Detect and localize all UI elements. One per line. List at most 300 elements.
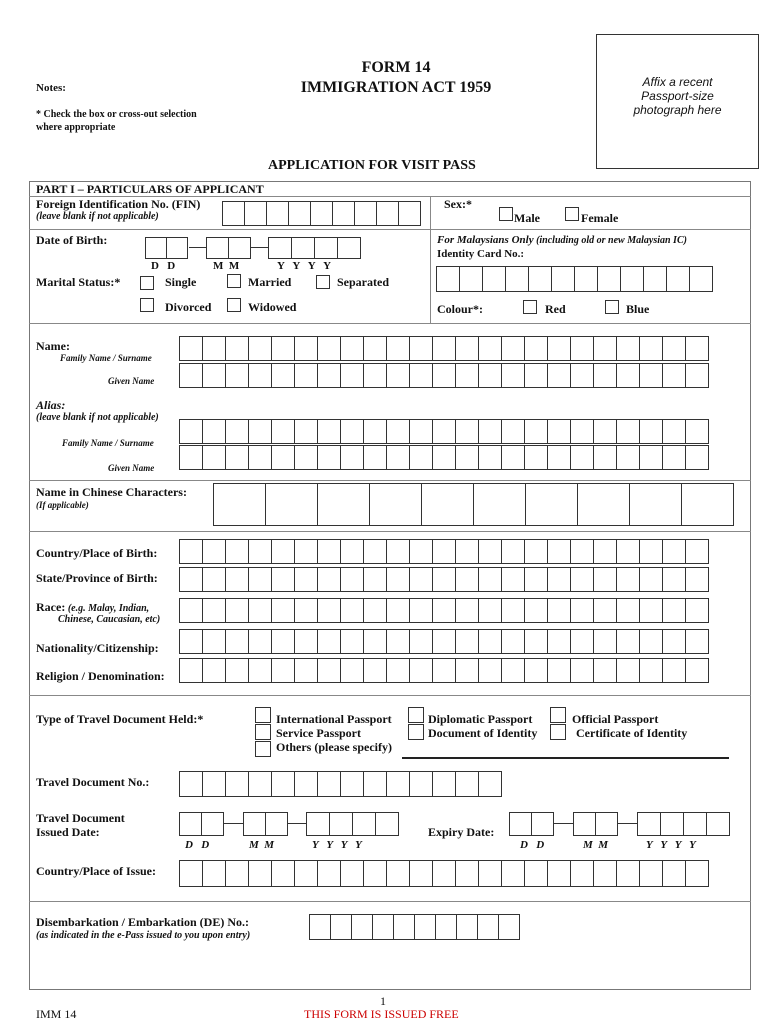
char-box[interactable] <box>271 860 295 887</box>
char-box[interactable] <box>179 363 203 388</box>
char-box[interactable] <box>375 812 399 836</box>
char-box[interactable] <box>225 860 249 887</box>
char-box[interactable] <box>340 363 364 388</box>
char-box[interactable] <box>432 567 456 592</box>
char-box[interactable] <box>248 419 272 444</box>
char-box[interactable] <box>616 567 640 592</box>
char-box[interactable] <box>455 539 479 564</box>
char-box[interactable] <box>340 658 364 683</box>
char-box[interactable] <box>478 419 502 444</box>
char-box[interactable] <box>616 658 640 683</box>
char-box[interactable] <box>681 483 734 526</box>
char-box[interactable] <box>202 539 226 564</box>
char-box[interactable] <box>593 629 617 654</box>
char-box[interactable] <box>340 598 364 623</box>
char-box[interactable] <box>179 539 203 564</box>
char-box[interactable] <box>271 629 295 654</box>
char-box[interactable] <box>639 419 663 444</box>
char-box[interactable] <box>248 598 272 623</box>
char-box[interactable] <box>639 336 663 361</box>
dob-month-field[interactable] <box>206 237 250 259</box>
char-box[interactable] <box>616 336 640 361</box>
doc-identity-checkbox[interactable] <box>408 724 424 740</box>
char-box[interactable] <box>662 336 686 361</box>
char-box[interactable] <box>639 598 663 623</box>
char-box[interactable] <box>271 336 295 361</box>
char-box[interactable] <box>482 266 506 292</box>
char-box[interactable] <box>662 419 686 444</box>
char-box[interactable] <box>244 201 267 226</box>
char-box[interactable] <box>478 598 502 623</box>
char-box[interactable] <box>340 567 364 592</box>
char-box[interactable] <box>432 445 456 470</box>
char-box[interactable] <box>629 483 682 526</box>
char-box[interactable] <box>294 771 318 797</box>
char-box[interactable] <box>455 363 479 388</box>
char-box[interactable] <box>271 363 295 388</box>
others-specify-line[interactable] <box>402 757 729 759</box>
char-box[interactable] <box>501 445 525 470</box>
char-box[interactable] <box>179 567 203 592</box>
char-box[interactable] <box>455 419 479 444</box>
diplomatic-passport-checkbox[interactable] <box>408 707 424 723</box>
char-box[interactable] <box>455 771 479 797</box>
char-box[interactable] <box>421 483 474 526</box>
char-box[interactable] <box>363 445 387 470</box>
char-box[interactable] <box>639 629 663 654</box>
char-box[interactable] <box>317 629 341 654</box>
marital-divorced-checkbox[interactable] <box>140 298 154 312</box>
char-box[interactable] <box>340 860 364 887</box>
expiry-day-field[interactable] <box>509 812 553 836</box>
char-box[interactable] <box>455 598 479 623</box>
state-birth-field[interactable] <box>179 567 708 592</box>
char-box[interactable] <box>505 266 529 292</box>
char-box[interactable] <box>616 598 640 623</box>
char-box[interactable] <box>593 419 617 444</box>
char-box[interactable] <box>639 445 663 470</box>
dob-year-field[interactable] <box>268 237 360 259</box>
char-box[interactable] <box>294 336 318 361</box>
char-box[interactable] <box>225 363 249 388</box>
alias-family-field[interactable] <box>179 419 708 444</box>
char-box[interactable] <box>225 598 249 623</box>
char-box[interactable] <box>225 336 249 361</box>
char-box[interactable] <box>386 567 410 592</box>
char-box[interactable] <box>595 812 618 836</box>
char-box[interactable] <box>166 237 188 259</box>
char-box[interactable] <box>547 539 571 564</box>
char-box[interactable] <box>225 771 249 797</box>
char-box[interactable] <box>501 567 525 592</box>
issued-year-field[interactable] <box>306 812 398 836</box>
char-box[interactable] <box>294 598 318 623</box>
char-box[interactable] <box>310 201 333 226</box>
char-box[interactable] <box>524 445 548 470</box>
char-box[interactable] <box>363 567 387 592</box>
char-box[interactable] <box>616 629 640 654</box>
char-box[interactable] <box>386 445 410 470</box>
char-box[interactable] <box>271 598 295 623</box>
char-box[interactable] <box>340 539 364 564</box>
char-box[interactable] <box>509 812 532 836</box>
char-box[interactable] <box>248 658 272 683</box>
char-box[interactable] <box>409 336 433 361</box>
char-box[interactable] <box>637 812 661 836</box>
char-box[interactable] <box>706 812 730 836</box>
char-box[interactable] <box>294 860 318 887</box>
fin-field[interactable] <box>222 201 420 226</box>
char-box[interactable] <box>225 539 249 564</box>
char-box[interactable] <box>386 598 410 623</box>
char-box[interactable] <box>547 567 571 592</box>
char-box[interactable] <box>432 539 456 564</box>
char-box[interactable] <box>528 266 552 292</box>
char-box[interactable] <box>524 363 548 388</box>
char-box[interactable] <box>432 771 456 797</box>
char-box[interactable] <box>202 363 226 388</box>
char-box[interactable] <box>179 658 203 683</box>
char-box[interactable] <box>340 629 364 654</box>
char-box[interactable] <box>354 201 377 226</box>
char-box[interactable] <box>639 363 663 388</box>
char-box[interactable] <box>265 812 288 836</box>
char-box[interactable] <box>593 539 617 564</box>
char-box[interactable] <box>432 419 456 444</box>
char-box[interactable] <box>455 629 479 654</box>
photo-area[interactable] <box>596 34 759 169</box>
char-box[interactable] <box>432 336 456 361</box>
char-box[interactable] <box>616 860 640 887</box>
char-box[interactable] <box>459 266 483 292</box>
char-box[interactable] <box>369 483 422 526</box>
char-box[interactable] <box>478 567 502 592</box>
char-box[interactable] <box>202 336 226 361</box>
char-box[interactable] <box>248 539 272 564</box>
char-box[interactable] <box>248 445 272 470</box>
char-box[interactable] <box>597 266 621 292</box>
char-box[interactable] <box>478 539 502 564</box>
char-box[interactable] <box>329 812 353 836</box>
char-box[interactable] <box>294 363 318 388</box>
char-box[interactable] <box>340 336 364 361</box>
char-box[interactable] <box>363 771 387 797</box>
nationality-field[interactable] <box>179 629 708 654</box>
char-box[interactable] <box>685 567 709 592</box>
char-box[interactable] <box>409 860 433 887</box>
char-box[interactable] <box>409 658 433 683</box>
char-box[interactable] <box>179 812 202 836</box>
char-box[interactable] <box>294 445 318 470</box>
char-box[interactable] <box>570 860 594 887</box>
char-box[interactable] <box>478 658 502 683</box>
char-box[interactable] <box>266 201 289 226</box>
char-box[interactable] <box>317 539 341 564</box>
char-box[interactable] <box>662 658 686 683</box>
char-box[interactable] <box>225 419 249 444</box>
char-box[interactable] <box>248 567 272 592</box>
char-box[interactable] <box>570 658 594 683</box>
char-box[interactable] <box>478 363 502 388</box>
char-box[interactable] <box>685 598 709 623</box>
char-box[interactable] <box>436 266 460 292</box>
char-box[interactable] <box>524 860 548 887</box>
char-box[interactable] <box>685 445 709 470</box>
char-box[interactable] <box>501 336 525 361</box>
char-box[interactable] <box>570 567 594 592</box>
char-box[interactable] <box>662 629 686 654</box>
char-box[interactable] <box>202 419 226 444</box>
char-box[interactable] <box>228 237 251 259</box>
religion-field[interactable] <box>179 658 708 683</box>
char-box[interactable] <box>524 539 548 564</box>
char-box[interactable] <box>409 567 433 592</box>
char-box[interactable] <box>478 771 502 797</box>
expiry-month-field[interactable] <box>573 812 617 836</box>
char-box[interactable] <box>202 598 226 623</box>
char-box[interactable] <box>386 771 410 797</box>
char-box[interactable] <box>288 201 311 226</box>
char-box[interactable] <box>547 860 571 887</box>
char-box[interactable] <box>222 201 245 226</box>
char-box[interactable] <box>202 860 226 887</box>
char-box[interactable] <box>616 363 640 388</box>
char-box[interactable] <box>570 598 594 623</box>
char-box[interactable] <box>478 860 502 887</box>
issued-month-field[interactable] <box>243 812 287 836</box>
char-box[interactable] <box>294 539 318 564</box>
char-box[interactable] <box>666 266 690 292</box>
char-box[interactable] <box>271 445 295 470</box>
char-box[interactable] <box>593 445 617 470</box>
char-box[interactable] <box>524 336 548 361</box>
char-box[interactable] <box>593 336 617 361</box>
char-box[interactable] <box>330 914 352 940</box>
cert-identity-checkbox[interactable] <box>550 724 566 740</box>
char-box[interactable] <box>593 860 617 887</box>
char-box[interactable] <box>498 914 520 940</box>
char-box[interactable] <box>593 567 617 592</box>
char-box[interactable] <box>206 237 229 259</box>
marital-single-checkbox[interactable] <box>140 276 154 290</box>
country-issue-field[interactable] <box>179 860 708 887</box>
char-box[interactable] <box>294 419 318 444</box>
char-box[interactable] <box>225 658 249 683</box>
char-box[interactable] <box>662 363 686 388</box>
char-box[interactable] <box>291 237 315 259</box>
char-box[interactable] <box>478 336 502 361</box>
char-box[interactable] <box>213 483 266 526</box>
char-box[interactable] <box>225 445 249 470</box>
char-box[interactable] <box>639 658 663 683</box>
dob-day-field[interactable] <box>145 237 187 259</box>
char-box[interactable] <box>689 266 713 292</box>
char-box[interactable] <box>398 201 421 226</box>
char-box[interactable] <box>202 658 226 683</box>
char-box[interactable] <box>340 445 364 470</box>
char-box[interactable] <box>248 771 272 797</box>
char-box[interactable] <box>332 201 355 226</box>
char-box[interactable] <box>662 598 686 623</box>
char-box[interactable] <box>551 266 575 292</box>
char-box[interactable] <box>271 419 295 444</box>
char-box[interactable] <box>317 771 341 797</box>
char-box[interactable] <box>547 629 571 654</box>
char-box[interactable] <box>317 567 341 592</box>
char-box[interactable] <box>477 914 499 940</box>
race-field[interactable] <box>179 598 708 623</box>
char-box[interactable] <box>662 860 686 887</box>
char-box[interactable] <box>294 567 318 592</box>
char-box[interactable] <box>432 658 456 683</box>
char-box[interactable] <box>574 266 598 292</box>
given-name-field[interactable] <box>179 363 708 388</box>
char-box[interactable] <box>501 598 525 623</box>
char-box[interactable] <box>478 445 502 470</box>
char-box[interactable] <box>639 539 663 564</box>
char-box[interactable] <box>314 237 338 259</box>
char-box[interactable] <box>524 567 548 592</box>
char-box[interactable] <box>524 658 548 683</box>
char-box[interactable] <box>643 266 667 292</box>
char-box[interactable] <box>660 812 684 836</box>
char-box[interactable] <box>363 629 387 654</box>
char-box[interactable] <box>337 237 361 259</box>
char-box[interactable] <box>363 598 387 623</box>
char-box[interactable] <box>570 539 594 564</box>
char-box[interactable] <box>386 539 410 564</box>
char-box[interactable] <box>455 567 479 592</box>
char-box[interactable] <box>524 419 548 444</box>
travel-doc-no-field[interactable] <box>179 771 501 797</box>
intl-passport-checkbox[interactable] <box>255 707 271 723</box>
char-box[interactable] <box>455 336 479 361</box>
char-box[interactable] <box>179 445 203 470</box>
expiry-year-field[interactable] <box>637 812 729 836</box>
issued-day-field[interactable] <box>179 812 223 836</box>
char-box[interactable] <box>243 812 266 836</box>
char-box[interactable] <box>248 629 272 654</box>
char-box[interactable] <box>409 598 433 623</box>
char-box[interactable] <box>639 860 663 887</box>
marital-married-checkbox[interactable] <box>227 274 241 288</box>
char-box[interactable] <box>317 860 341 887</box>
char-box[interactable] <box>386 629 410 654</box>
char-box[interactable] <box>456 914 478 940</box>
char-box[interactable] <box>317 658 341 683</box>
others-checkbox[interactable] <box>255 741 271 757</box>
char-box[interactable] <box>376 201 399 226</box>
char-box[interactable] <box>317 598 341 623</box>
char-box[interactable] <box>685 363 709 388</box>
char-box[interactable] <box>145 237 167 259</box>
char-box[interactable] <box>685 539 709 564</box>
char-box[interactable] <box>409 445 433 470</box>
char-box[interactable] <box>547 363 571 388</box>
char-box[interactable] <box>409 629 433 654</box>
chinese-name-field[interactable] <box>213 483 733 526</box>
de-no-field[interactable] <box>309 914 519 940</box>
char-box[interactable] <box>294 629 318 654</box>
marital-separated-checkbox[interactable] <box>316 275 330 289</box>
char-box[interactable] <box>409 419 433 444</box>
char-box[interactable] <box>685 419 709 444</box>
char-box[interactable] <box>662 445 686 470</box>
char-box[interactable] <box>455 860 479 887</box>
char-box[interactable] <box>202 771 226 797</box>
char-box[interactable] <box>435 914 457 940</box>
char-box[interactable] <box>202 567 226 592</box>
char-box[interactable] <box>620 266 644 292</box>
char-box[interactable] <box>573 812 596 836</box>
char-box[interactable] <box>455 658 479 683</box>
char-box[interactable] <box>685 336 709 361</box>
service-passport-checkbox[interactable] <box>255 724 271 740</box>
char-box[interactable] <box>363 539 387 564</box>
char-box[interactable] <box>525 483 578 526</box>
char-box[interactable] <box>473 483 526 526</box>
char-box[interactable] <box>271 539 295 564</box>
char-box[interactable] <box>662 539 686 564</box>
char-box[interactable] <box>683 812 707 836</box>
char-box[interactable] <box>352 812 376 836</box>
char-box[interactable] <box>685 629 709 654</box>
char-box[interactable] <box>501 539 525 564</box>
char-box[interactable] <box>524 629 548 654</box>
char-box[interactable] <box>570 445 594 470</box>
char-box[interactable] <box>547 336 571 361</box>
char-box[interactable] <box>409 539 433 564</box>
char-box[interactable] <box>432 363 456 388</box>
char-box[interactable] <box>386 419 410 444</box>
char-box[interactable] <box>616 419 640 444</box>
char-box[interactable] <box>363 363 387 388</box>
char-box[interactable] <box>363 419 387 444</box>
char-box[interactable] <box>317 336 341 361</box>
char-box[interactable] <box>202 445 226 470</box>
char-box[interactable] <box>547 445 571 470</box>
char-box[interactable] <box>547 419 571 444</box>
char-box[interactable] <box>455 445 479 470</box>
char-box[interactable] <box>616 445 640 470</box>
char-box[interactable] <box>317 483 370 526</box>
family-name-field[interactable] <box>179 336 708 361</box>
char-box[interactable] <box>524 598 548 623</box>
marital-widowed-checkbox[interactable] <box>227 298 241 312</box>
char-box[interactable] <box>662 567 686 592</box>
char-box[interactable] <box>268 237 292 259</box>
char-box[interactable] <box>363 336 387 361</box>
char-box[interactable] <box>685 860 709 887</box>
char-box[interactable] <box>501 658 525 683</box>
char-box[interactable] <box>501 629 525 654</box>
char-box[interactable] <box>501 419 525 444</box>
char-box[interactable] <box>547 658 571 683</box>
char-box[interactable] <box>616 539 640 564</box>
char-box[interactable] <box>386 860 410 887</box>
char-box[interactable] <box>179 336 203 361</box>
char-box[interactable] <box>179 598 203 623</box>
char-box[interactable] <box>531 812 554 836</box>
char-box[interactable] <box>351 914 373 940</box>
char-box[interactable] <box>309 914 331 940</box>
char-box[interactable] <box>570 363 594 388</box>
char-box[interactable] <box>317 445 341 470</box>
char-box[interactable] <box>501 363 525 388</box>
char-box[interactable] <box>306 812 330 836</box>
char-box[interactable] <box>340 771 364 797</box>
char-box[interactable] <box>570 629 594 654</box>
